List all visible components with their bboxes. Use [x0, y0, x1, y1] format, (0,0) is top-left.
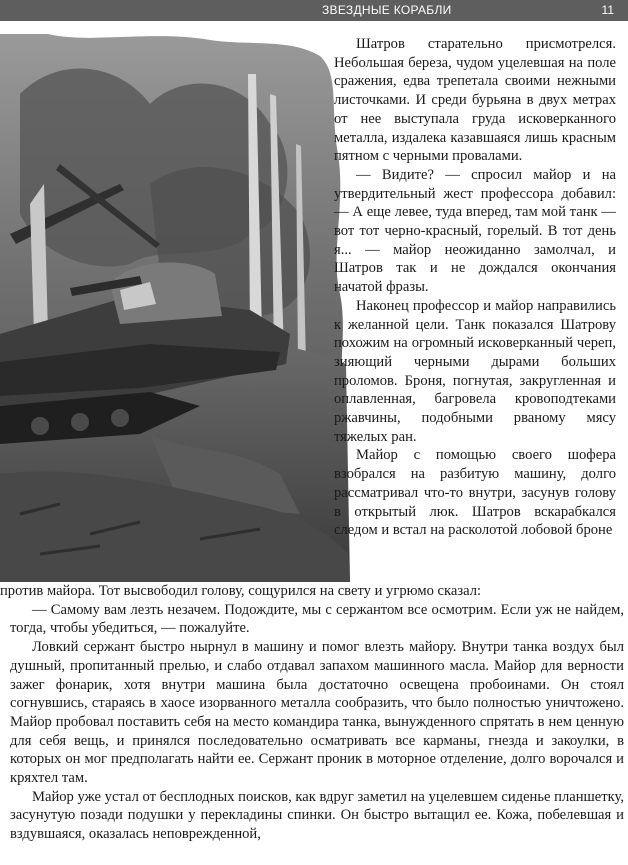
running-header: [0, 0, 628, 21]
running-title: ЗВЕЗДНЫЕ КОРАБЛИ: [322, 3, 452, 17]
paragraph: — Самому вам лезть незачем. Подождите, мы с сержантом все осмотрим. Если уж не найдем, тогда, чтобы убедиться, — пожалуйте.: [10, 601, 624, 637]
text-column: [334, 35, 616, 540]
paragraph: Наконец профессор и майор направились к желанной цели. Танк показался Шатрову похожим на огромный исковерканный череп, зияющий черными дырами больших проломов. Броня, погнутая, закругленная и оплавленная, багровела кровоподтеками ржавчины, подобными рваному мясу тяжелых ран.: [334, 297, 616, 445]
paragraph: Ловкий сержант быстро нырнул в машину и помог влезть майору. Внутри танка воздух был душный, пропитанный прелью, и слабо отдавал запахом машинного масла. Майор для верности зажег фонарик, хотя внутри машина была достаточно освещена пробоинами. Он стоял согнувшись, стараясь в хаосе изорванного металла сообразить, что было полностью уничтожено. Майор пробовал поставить себя на место командира танка, вынужденного спрятать в нем ценную для себя вещь, и принялся последовательно осматривать все карманы, гнезда и закоулки, в которых он мог предполагать найти ее. Сержант проник в моторное отделение, долго ворочался и кряхтел там.: [10, 639, 624, 787]
paragraph: Майор уже устал от бесплодных поисков, как вдруг заметил на уцелевшем сиденье планшетку, засунутую позади подушки у перекладины спинки. Он быстро вытащил ее. Кожа, побелевшая и вздувшаяся, оказалась неповрежденной,: [10, 788, 624, 843]
paragraph: Шатров старательно присмотрелся. Небольшая береза, чудом уцелевшая на поле сражения, едва трепетала своими нежными листочками. И среди бурьяна в двух метрах от нее выступала груда исковерканного металла, издалека казавшаяся лишь красным пятном с черными провалами.: [334, 36, 616, 165]
paragraph: — Видите? — спросил майор и на утвердительный жест профессора добавил: — А еще левее, туда вперед, там мой танк — вот тот черно-красный, горелый. В тот день я... — майор неожиданно замолчал, и Шатров так и не дождался окончания начатой фразы.: [334, 166, 616, 296]
tank-illustration: [0, 34, 352, 582]
page-number: 11: [601, 3, 614, 17]
paragraph: против майора. Тот высвободил голову, сощурился на свету и угрюмо сказал:: [0, 583, 482, 599]
text-full-width: [0, 582, 624, 844]
paragraph: Майор с помощью своего шофера взобрался на разбитую машину, долго рассматривал что-то внутри, засунув голову в открытый люк. Шатров вскарабкался следом и встал на расколотой лобовой броне: [334, 447, 616, 539]
